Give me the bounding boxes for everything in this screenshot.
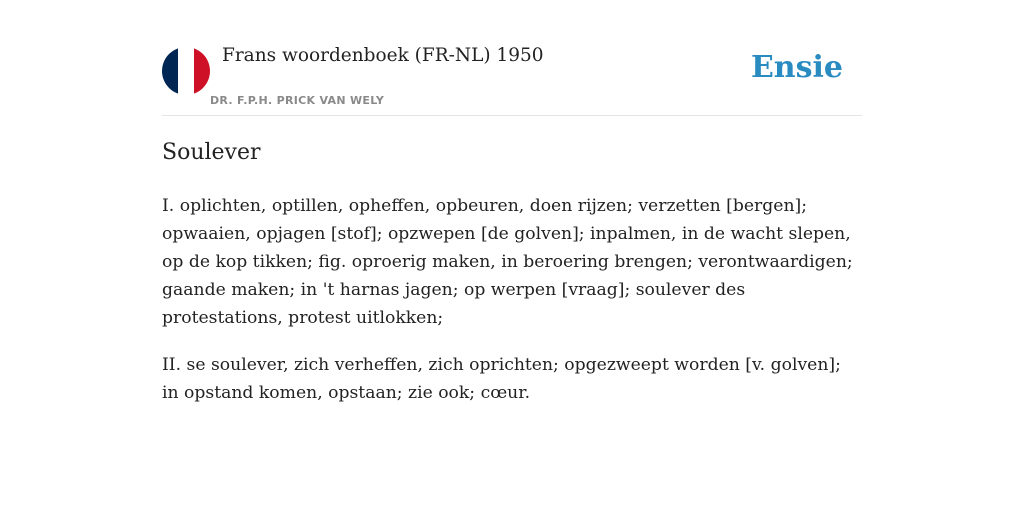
dictionary-author: DR. F.P.H. PRICK VAN WELY — [210, 94, 385, 107]
dictionary-title[interactable]: Frans woordenboek (FR-NL) 1950 — [222, 45, 544, 66]
entry-definitions — [162, 192, 862, 426]
dictionary-header — [162, 0, 862, 116]
entry-headword: Soulever — [162, 140, 261, 165]
ensie-logo-link[interactable]: Ensie — [750, 50, 843, 85]
dictionary-card — [162, 0, 862, 512]
france-flag-icon — [162, 47, 210, 95]
definition-1: I. oplichten, optillen, opheffen, opbeuren, doen rijzen; verzetten [bergen]; opwaaien, opjagen [stof]; opzwepen [de golven]; inpalmen, in de wacht slepen, op de kop tikken; fig. oproerig maken, in beroering brengen; verontwaardigen; gaande maken; in 't harnas jagen; op werpen [vraag]; soulever des protestations, protest uitlokken; — [162, 196, 853, 328]
definition-2: II. se soulever, zich verheffen, zich oprichten; opgezweept worden [v. golven]; in opstand komen, opstaan; zie ook; cœur. — [162, 355, 841, 403]
